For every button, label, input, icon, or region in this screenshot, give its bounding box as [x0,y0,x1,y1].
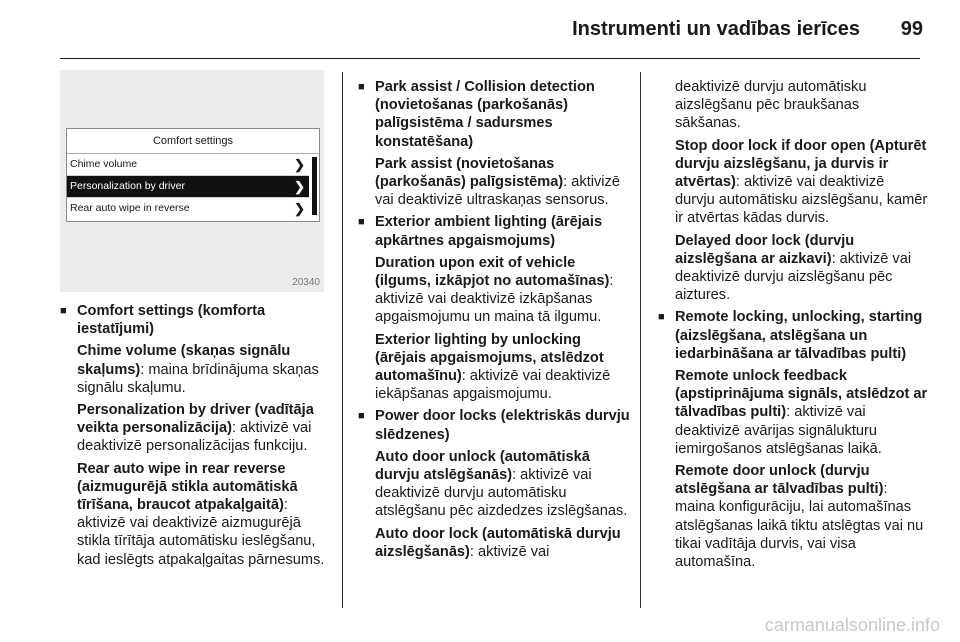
menu-item-label: Personalization by driver [70,180,185,192]
scrollbar[interactable] [312,157,317,215]
watermark-logo: carmanualsonline.info [764,615,940,635]
column-divider [342,72,343,608]
menu-item-label: Rear auto wipe in reverse [70,202,190,214]
column-3 [658,78,928,575]
column-divider [640,72,641,608]
paragraph: Duration upon exit of vehicle (ilgums, izkāpjot no automašīnas): aktivizē vai deaktivizē izkāpšanas apgaismojumu un maina tā ilgumu. [375,254,614,326]
page-header-title: Instrumenti un vadības ierīces [572,18,860,40]
paragraph: Personalization by driver (vadītāja veikta personalizācija): aktivizē vai deaktivizē personalizācijas funkciju. [77,402,314,455]
paragraph: Rear auto wipe in rear reverse (aizmugurējā stikla automātiskā tīrīšana, braucot atpakaļgaitā): aktivizē vai deaktivizē aizmugurējā stikla tīrītāja automātisku ieslēgšanu, kad ieslēgts atpakaļgaitas pārnesums. [77,460,325,568]
paragraph: Auto door unlock (automātiskā durvju atslēgšanās): aktivizē vai deaktivizē durvju automātisku atslēgšanu pēc aizdedzes izslēgšanas. [375,448,628,520]
chevron-right-icon: ❯ [294,157,305,172]
section-heading: ■ Remote locking, unlocking, starting (aizslēgšana, atslēgšana un iedarbināšana ar tālvadības pulti) [658,308,928,363]
section-heading: ■ Power door locks (elektriskās durvju slēdzenes) [358,407,634,443]
chevron-right-icon: ❯ [294,201,305,216]
comfort-settings-figure [60,70,324,292]
paragraph: Auto door lock (automātiskā durvju aizslēgšanās): aktivizē vai [375,525,621,560]
paragraph: Remote unlock feedback (apstiprinājuma signāls, atslēdzot ar tālvadības pulti): aktivizē vai deaktivizē avārijas signālukturu iemirgošanos atslēgšanas laikā. [675,368,928,457]
menu-item-rear-wipe[interactable] [67,198,309,219]
page-number: 99 [900,18,923,40]
screen-title: Comfort settings [67,129,319,154]
header-rule [60,58,920,59]
column-2 [358,78,634,565]
menu-item-chime-volume[interactable] [67,154,309,176]
menu-item-label: Chime volume [70,158,138,170]
paragraph: Park assist (novietošanas (parkošanās) palīgsistēma): aktivizē vai deaktivizē ultraskaņas sensorus. [375,155,620,209]
paragraph: Chime volume (skaņas signālu skaļums): maina brīdinājuma skaņas signālu skaļumu. [77,343,319,396]
figure-number: 20340 [292,277,320,288]
paragraph: Exterior lighting by unlocking (ārējais apgaismojums, atslēdzot automašīnu): aktivizē vai deaktivizē iekāpšanas apgaismojumu. [375,331,611,403]
paragraph: Stop door lock if door open (Apturēt durvju aizslēgšanu, ja durvis ir atvērtas): aktivizē vai deaktivizē durvju automātisku aizslēgšanu, kamēr ir atvērtas kādas durvis. [675,137,928,227]
section-heading: ■ Comfort settings (komforta iestatījumi) [60,302,330,338]
chevron-right-icon: ❯ [294,179,305,194]
paragraph: Delayed door lock (durvju aizslēgšana ar aizkavi): aktivizē vai deaktivizē durvju aizslēgšanu pēc aiztures. [675,232,912,304]
paragraph: Remote door unlock (durvju atslēgšana ar tālvadības pulti): maina konfigurāciju, lai automašīnas atslēgšanas laikā tiktu atslēgtas vai nu tikai vadītāja durvis, vai visa automašīna. [675,463,924,571]
section-heading: ■ Exterior ambient lighting (ārējais apkārtnes apgaismojums) [358,213,634,249]
menu-item-personalization[interactable] [67,176,309,198]
column-1 [60,302,330,573]
section-heading: ■ Park assist / Collision detection (novietošanas (parkošanās) palīgsistēma / sadursmes konstatēšana) [358,78,634,151]
paragraph: deaktivizē durvju automātisku aizslēgšanu pēc braukšanas sākšanas. [675,79,867,132]
display-screen [66,128,320,222]
